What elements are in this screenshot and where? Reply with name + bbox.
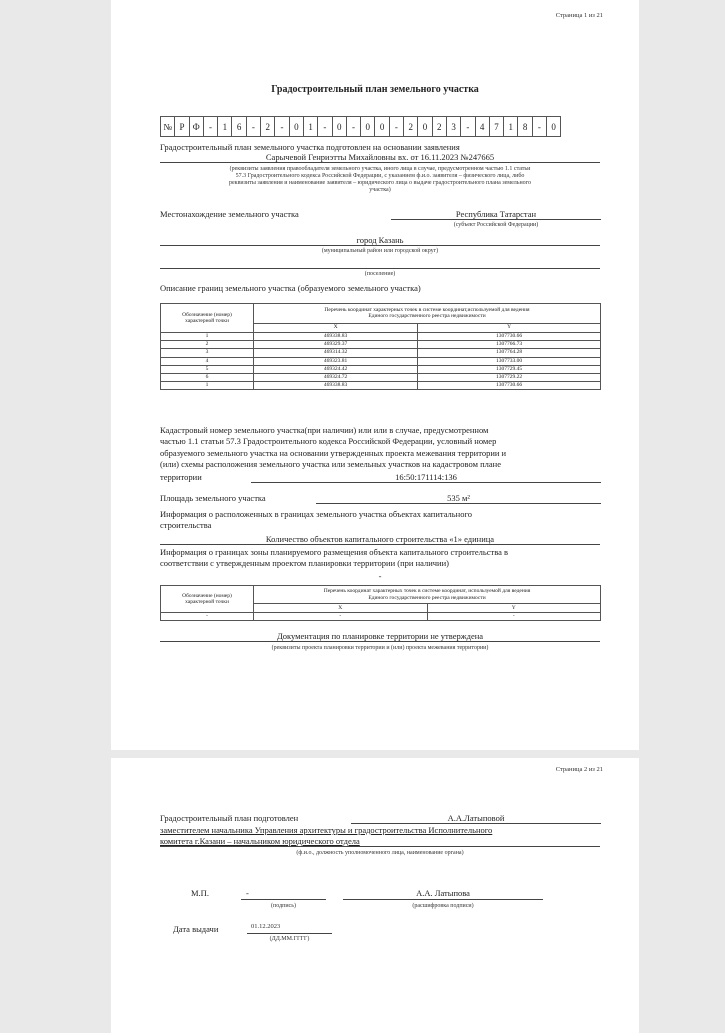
document-page-2 <box>111 758 639 1033</box>
gpzu-number-cell: - <box>532 117 546 137</box>
applicant-underline <box>160 162 600 163</box>
subject-value: Республика Татарстан <box>455 209 537 219</box>
header-text: Единого государственного реестра недвижимости <box>368 313 486 320</box>
applicant-note-line: участка) <box>369 187 391 193</box>
prepared-basis-label: Градостроительный план земельного участка подготовлен на основании заявления <box>160 142 460 152</box>
table-row <box>161 382 601 390</box>
point-cell: 5 <box>161 365 254 373</box>
point-cell: 1 <box>161 382 254 390</box>
documentation-underline <box>160 641 600 642</box>
table-row <box>161 373 601 381</box>
issue-date-label: Дата выдачи <box>173 924 219 934</box>
y-cell: 1307730.66 <box>418 382 601 390</box>
paragraph-line: соответствии с утвержденным проектом планировки территории (при наличии) <box>160 558 449 568</box>
header-text: Обозначение (номер) <box>182 311 232 318</box>
table-row <box>161 333 601 341</box>
point-cell: 3 <box>161 349 254 357</box>
header-text: Единого государственного реестра недвижимости <box>368 594 486 601</box>
zone-y-cell: - <box>427 613 601 621</box>
position-underline <box>160 846 600 847</box>
boundaries-heading: Описание границ земельного участка (образуемого земельного участка) <box>160 283 421 293</box>
issue-date-underline <box>247 933 332 934</box>
gpzu-number-cell: 6 <box>232 117 246 137</box>
gpzu-number-cell: - <box>203 117 217 137</box>
gpzu-number-cell: 0 <box>332 117 346 137</box>
gpzu-number-row <box>161 117 561 137</box>
point-column-header <box>161 304 254 333</box>
header-text: характерной точки <box>185 318 229 324</box>
issue-date-note: (ДД.ММ.ГГГГ) <box>269 936 310 942</box>
table-row <box>161 349 601 357</box>
subject-underline <box>391 219 601 220</box>
gpzu-number-cell: - <box>318 117 332 137</box>
prepared-by-name: А.А.Латыповой <box>447 813 505 823</box>
mp-label: М.П. <box>191 888 209 898</box>
header-text: Перечень координат характерных точек в системе координат,используемой для ведения <box>324 306 530 313</box>
x-cell: 469314.32 <box>254 349 418 357</box>
area-value: 535 м² <box>447 493 470 503</box>
zone-x-cell: - <box>254 613 428 621</box>
area-underline <box>316 503 601 504</box>
gpzu-number-cell: - <box>275 117 289 137</box>
objects-info <box>160 509 600 531</box>
table-row <box>161 341 601 349</box>
paragraph-line: Информация о границах зоны планируемого размещения объекта капитального строительства в <box>160 547 509 557</box>
zone-coords-column-header <box>254 586 601 604</box>
zone-point-cell: - <box>161 613 254 621</box>
zone-table-row <box>161 613 601 621</box>
table-row <box>161 365 601 373</box>
page-number: Страница 1 из 21 <box>555 12 603 19</box>
gpzu-number-cell: 3 <box>446 117 460 137</box>
signer-name: А.А. Латыпова <box>416 888 470 898</box>
paragraph-line: Информация о расположенных в границах земельного участка объектах капитального <box>160 509 473 519</box>
y-cell: 1307730.66 <box>418 333 601 341</box>
x-cell: 469324.72 <box>254 373 418 381</box>
gpzu-number-cell: - <box>346 117 360 137</box>
signature-note: (подпись) <box>271 903 296 909</box>
zone-dash: - <box>378 571 382 581</box>
y-cell: 1307733.00 <box>418 357 601 365</box>
gpzu-number-cell: 8 <box>518 117 532 137</box>
documentation-value: Документация по планировке территории не утверждена <box>276 631 484 641</box>
paragraph-line: (или) схемы расположения земельного участка или земельных участков на кадастровом плане <box>160 459 501 470</box>
gpzu-number-cell: 1 <box>303 117 317 137</box>
coordinates-body <box>161 333 601 390</box>
y-column-header: Y <box>418 323 601 332</box>
gpzu-number-cell: 0 <box>289 117 303 137</box>
municipality-note: (муниципальный район или городской округ) <box>321 248 439 254</box>
gpzu-number-cell: 2 <box>404 117 418 137</box>
gpzu-number-cell: № <box>161 117 175 137</box>
coordinates-header-row <box>161 304 601 324</box>
gpzu-number-cell: 1 <box>218 117 232 137</box>
gpzu-number-cell: Ф <box>189 117 203 137</box>
gpzu-number-cell: 2 <box>261 117 275 137</box>
signer-note: (расшифровка подписи) <box>412 903 474 909</box>
applicant-note-line: (реквизиты заявления правообладателя земельного участка, иного лица в случае, предусмотренном частью 1.1 статьи <box>229 166 531 172</box>
gpzu-number-table <box>160 116 561 137</box>
applicant-note-line: реквизиты заявления и наименование заявителя – юридического лица о выдаче градостроительного плана земельного <box>229 180 531 186</box>
page-number: Страница 2 из 21 <box>555 766 603 773</box>
gpzu-number-cell: - <box>246 117 260 137</box>
position-lines <box>160 825 492 847</box>
signer-underline <box>343 899 543 900</box>
signature-underline <box>241 899 326 900</box>
point-cell: 1 <box>161 333 254 341</box>
point-cell: 4 <box>161 357 254 365</box>
y-cell: 1307729.22 <box>418 373 601 381</box>
coordinates-table <box>160 303 601 390</box>
zone-header-row <box>161 586 601 604</box>
table-row <box>161 357 601 365</box>
y-cell: 1307764.28 <box>418 349 601 357</box>
territory-label: территории <box>160 472 202 482</box>
settlement-note: (поселение) <box>364 271 396 277</box>
applicant-note <box>160 166 600 194</box>
position-line: комитета г.Казани – начальником юридического отдела <box>160 836 360 846</box>
gpzu-number-cell: 0 <box>375 117 389 137</box>
point-cell: 6 <box>161 373 254 381</box>
objects-underline <box>160 544 600 545</box>
header-text: Перечень координат характерных точек в системе координат, используемой для ведения <box>323 588 531 595</box>
document-title: Градостроительный план земельного участка <box>271 84 479 95</box>
zone-info <box>160 547 600 569</box>
gpzu-number-cell: - <box>389 117 403 137</box>
municipality-value: город Казань <box>356 235 404 245</box>
gpzu-number-cell: - <box>461 117 475 137</box>
x-cell: 469338.83 <box>254 382 418 390</box>
zone-y-column-header: Y <box>427 604 601 613</box>
gpzu-number-cell: 0 <box>361 117 375 137</box>
gpzu-number-cell: 1 <box>504 117 518 137</box>
subject-note: (субъект Российской Федерации) <box>453 222 539 228</box>
applicant-value: Сарычевой Генриэтты Михайловны вх. от 16.11.2023 №247665 <box>265 152 495 162</box>
paragraph-line: строительства <box>160 520 212 530</box>
x-cell: 469338.83 <box>254 333 418 341</box>
cadastral-underline <box>251 482 601 483</box>
area-label: Площадь земельного участка <box>160 493 266 503</box>
paragraph-line: частью 1.1 статьи 57.3 Градостроительного кодекса Российской Федерации, условный номер <box>160 436 497 447</box>
zone-coordinates-table <box>160 585 601 621</box>
zone-point-column-header <box>161 586 254 613</box>
gpzu-number-cell: Р <box>175 117 189 137</box>
objects-count: Количество объектов капитального строительства «1» единица <box>265 534 495 544</box>
gpzu-number-cell: 0 <box>418 117 432 137</box>
coords-column-header <box>254 304 601 324</box>
prepared-by-label: Градостроительный план подготовлен <box>160 813 299 823</box>
municipality-underline <box>160 245 600 246</box>
location-label: Местонахождение земельного участка <box>160 209 299 219</box>
x-cell: 469329.37 <box>254 341 418 349</box>
issue-date-value: 01.12.2023 <box>251 923 281 930</box>
zone-x-column-header: X <box>254 604 428 613</box>
documentation-note: (реквизиты проекта планировки территории и (или) проекта межевания территории) <box>271 645 489 651</box>
applicant-note-line: 57.3 Градостроительного кодекса Российской Федерации, с указанием ф.и.о. заявителя – физического лица, либо <box>235 173 525 179</box>
y-cell: 1307729.45 <box>418 365 601 373</box>
cadastral-number: 16:50:171114:136 <box>395 472 457 482</box>
header-text: характерной точки <box>185 599 229 605</box>
gpzu-number-cell: 7 <box>489 117 503 137</box>
x-cell: 469323.81 <box>254 357 418 365</box>
paragraph-line: Кадастровый номер земельного участка(при наличии) или или в случае, предусмотренном <box>160 425 489 435</box>
cadastral-paragraph <box>160 425 600 471</box>
header-text: Обозначение (номер) <box>182 592 232 599</box>
gpzu-number-cell: 0 <box>547 117 561 137</box>
x-cell: 469324.42 <box>254 365 418 373</box>
position-line: заместителем начальника Управления архитектуры и градостроительства Исполнительного <box>160 825 493 835</box>
gpzu-number-cell: 2 <box>432 117 446 137</box>
y-cell: 1307766.73 <box>418 341 601 349</box>
position-note: (ф.и.о., должность уполномоченного лица, наименование органа) <box>296 850 464 856</box>
mp-dash: - <box>246 888 249 898</box>
settlement-underline <box>160 268 600 269</box>
point-cell: 2 <box>161 341 254 349</box>
gpzu-number-cell: 4 <box>475 117 489 137</box>
x-column-header: X <box>254 323 418 332</box>
prepared-by-underline <box>351 823 601 824</box>
document-page-1 <box>111 0 639 750</box>
paragraph-line: образуемого земельного участка на основании утвержденных проекта межевания территории и <box>160 447 507 458</box>
